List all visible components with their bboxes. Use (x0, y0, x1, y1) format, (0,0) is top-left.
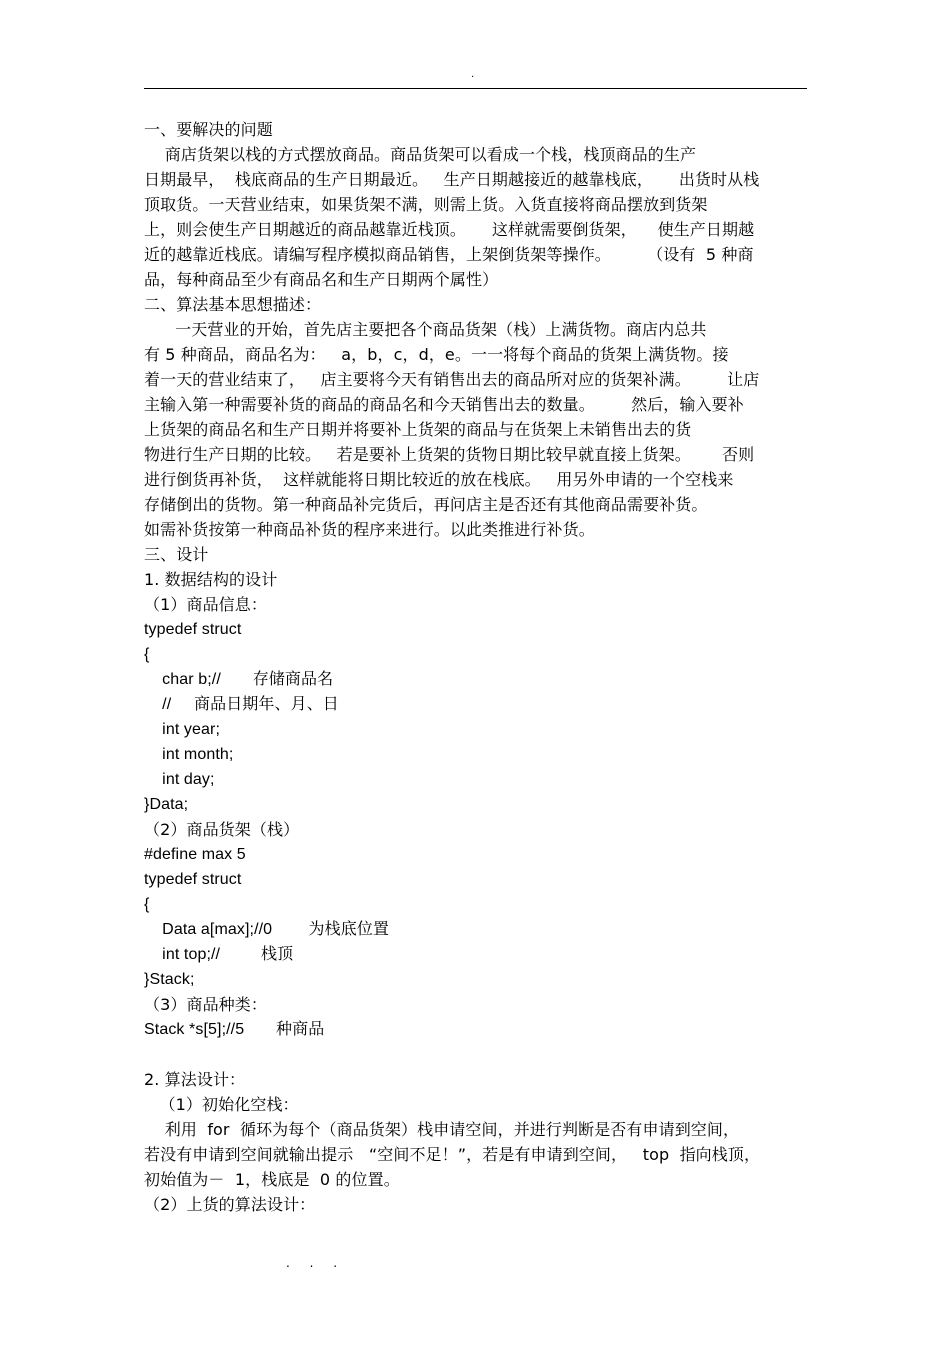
text-line: 物进行生产日期的比较。 若是要补上货架的货物日期比较早就直接上货架。 否则 (144, 445, 755, 464)
text-line: 顶取货。一天营业结束，如果货架不满，则需上货。入货直接将商品摆放到货架 (144, 195, 708, 214)
text-line: int year; (144, 721, 220, 738)
text-line: 1. 数据结构的设计 (144, 570, 278, 589)
text-line: 存储倒出的货物。第一种商品补完货后，再问店主是否还有其他商品需要补货。 (144, 495, 708, 514)
text-line: （1）商品信息： (144, 595, 267, 614)
text-line: （2）商品货架（栈） (144, 820, 300, 839)
text-line: char b;// 存储商品名 (144, 671, 334, 688)
footer-marks: . . . (286, 1256, 346, 1270)
text-line: typedef struct (144, 871, 242, 888)
text-line: int month; (144, 746, 234, 763)
text-line: 如需补货按第一种商品补货的程序来进行。以此类推进行补货。 (144, 520, 595, 539)
text-line: 利用 for 循环为每个（商品货架）栈申请空间，并进行判断是否有申请到空间， (144, 1120, 740, 1139)
text-line (144, 1042, 806, 1067)
header-rule (144, 88, 807, 89)
text-line: 品，每种商品至少有商品名和生产日期两个属性） (144, 270, 499, 289)
text-line: Stack *s[5];//5 种商品 (144, 1021, 325, 1038)
text-line: // 商品日期年、月、日 (144, 696, 339, 713)
document-body (144, 117, 806, 1217)
text-line: 一、要解决的问题 (144, 120, 273, 139)
text-line: 有 5 种商品，商品名为： a，b，c，d，e。一一将每个商品的货架上满货物。接 (144, 345, 729, 364)
text-line: 近的越靠近栈底。请编写程序模拟商品销售，上架倒货架等操作。 （设有 5 种商 (144, 245, 754, 264)
text-line: }Stack; (144, 971, 195, 988)
text-line: 2. 算法设计： (144, 1070, 246, 1089)
text-line: Data a[max];//0 为栈底位置 (144, 921, 390, 938)
text-line: （2）上货的算法设计： (144, 1195, 316, 1214)
text-line: 上，则会使生产日期越近的商品越靠近栈顶。 这样就需要倒货架， 使生产日期越 (144, 220, 755, 239)
text-line: 上货架的商品名和生产日期并将要补上货架的商品与在货架上未销售出去的货 (144, 420, 692, 439)
text-line: 主输入第一种需要补货的商品的商品名和今天销售出去的数量。 然后，输入要补 (144, 395, 744, 414)
text-line: 二、算法基本思想描述： (144, 295, 322, 314)
text-line: 着一天的营业结束了， 店主要将今天有销售出去的商品所对应的货架补满。 让店 (144, 370, 760, 389)
text-line: （1）初始化空栈： (144, 1095, 299, 1114)
text-line: { (144, 896, 150, 913)
header-mark: . (471, 69, 475, 80)
text-line: （3）商品种类： (144, 995, 267, 1014)
text-line: }Data; (144, 796, 189, 813)
text-line: 日期最早， 栈底商品的生产日期最近。 生产日期越接近的越靠栈底， 出货时从栈 (144, 170, 760, 189)
text-line: 进行倒货再补货， 这样就能将日期比较近的放在栈底。 用另外申请的一个空栈来 (144, 470, 734, 489)
text-line: 一天营业的开始，首先店主要把各个商品货架（栈）上满货物。商店内总共 (144, 320, 707, 339)
text-line: 初始值为－ 1，栈底是 0 的位置。 (144, 1170, 400, 1189)
text-line: typedef struct (144, 621, 242, 638)
text-line: int top;// 栈顶 (144, 946, 294, 963)
text-line: 商店货架以栈的方式摆放商品。商品货架可以看成一个栈，栈顶商品的生产 (144, 145, 697, 164)
text-line: { (144, 646, 150, 663)
text-line: 若没有申请到空间就输出提示 “空间不足！”，若是有申请到空间， top 指向栈顶， (144, 1145, 761, 1164)
text-line: #define max 5 (144, 846, 246, 863)
text-line: int day; (144, 771, 215, 788)
text-line: 三、设计 (144, 545, 209, 564)
